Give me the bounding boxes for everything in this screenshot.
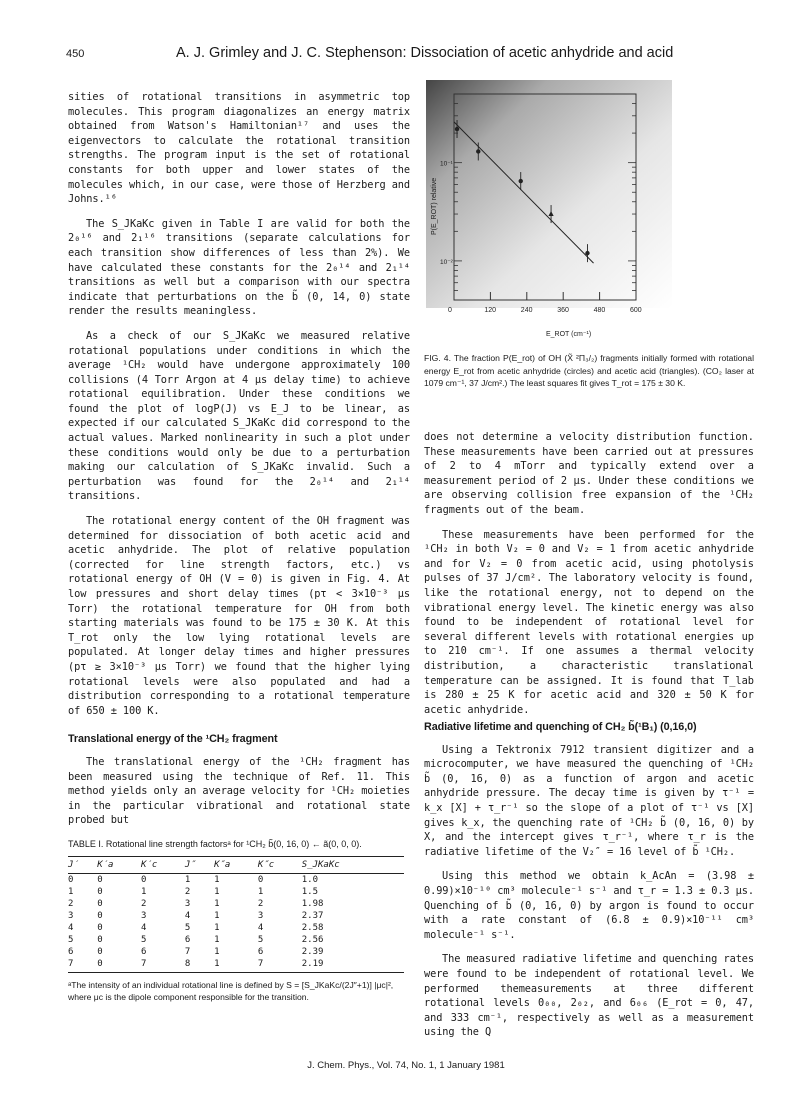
data-point-circle: [476, 149, 480, 153]
table-cell: 2.56: [301, 935, 324, 945]
table-cell: 3: [257, 911, 264, 921]
table-cell: 1: [214, 899, 220, 909]
table-row: [68, 898, 404, 910]
table-cell: 6: [257, 947, 264, 957]
table-cell: 8: [185, 958, 214, 973]
table-cell: 7: [184, 947, 191, 957]
table-header-cell: J′: [68, 857, 97, 874]
left-paragraph-1: sities of rotational transitions in asymmetric top molecules. This program diagonalizes an energy matrix obtained from Watson's Hamiltonian¹⁷ and uses the eigenvectors to calculate the rotational transition strengths. The program input is the set of rotational constants for both upper and lower states of the molecules which, in our case, were those of Herzberg and Johns.¹⁶: [68, 91, 410, 206]
table-cell: 0: [97, 911, 103, 921]
table-cell: 5: [141, 935, 147, 945]
table-cell: 0: [97, 947, 103, 957]
table-cell: 1: [141, 887, 147, 897]
table-header-cell: J″: [185, 857, 214, 874]
table-cell: 5: [184, 923, 191, 933]
table-cell: 2.19: [302, 958, 404, 973]
left-paragraph-2: The S_JKaKc given in Table I are valid for both the 2₀¹⁶ and 2₁¹⁶ transitions (separate calculations for each transition show differences of less than 2%). We have calculated these constants for the 2₀¹⁴ and 2₁¹⁴ transitions as well but a comparison with our spectra indicate that perturbations on the b̃ (0, 14, 0) state render the results meaningless.: [68, 217, 410, 318]
table-cell: 6: [184, 935, 191, 945]
table-cell: 7: [68, 958, 97, 973]
table-cell: 2: [257, 899, 264, 909]
table-cell: 1.0: [301, 875, 319, 885]
table-cell: 7: [258, 958, 302, 973]
page-footer: J. Chem. Phys., Vol. 74, No. 1, 1 January 1981: [307, 1060, 505, 1071]
table-cell: 4: [141, 923, 147, 933]
table-cell: 1: [257, 887, 264, 897]
table-cell: 1.98: [301, 899, 324, 909]
right-column-top: [424, 430, 754, 727]
y-tick-label: 10⁻²: [440, 258, 453, 266]
section-heading-translational: Translational energy of the ¹CH₂ fragment: [68, 733, 278, 746]
plot-background: [426, 80, 672, 308]
table-cell: 0: [97, 923, 103, 933]
table-cell: 0: [97, 935, 103, 945]
x-tick-label: 0: [448, 307, 452, 314]
right-paragraph-2: Using this method we obtain k_AcAn = (3.98 ± 0.99)×10⁻¹⁰ cm³ molecule⁻¹ s⁻¹ and τ_r = 1.3 ± 0.3 μs. Quenching of b̃ (0, 16, 0) by argon is found to occur with a rate constant of (6.8 ± 0.9)×10⁻¹¹ cm³ molecule⁻¹ s⁻¹.: [424, 870, 754, 941]
table-header-cell: K′c: [141, 857, 185, 874]
table-cell: 1: [68, 887, 74, 897]
left-paragraph-3: As a check of our S_JKaKc we measured relative rotational populations under conditions in which the average ¹CH₂ would have undergone approximately 100 collisions (4 Torr Argon at 4 μs delay time) to achieve rotational equilibration. Under these conditions we found the plot of logP(J) vs E_J to be linear, as expected if our calculated S_JKaKc did correspond to the actual values. Marked nonlinearity in such a plot under these conditions would only be due to a perturbation making our calculation of S_JKaKc invalid. Such a perturbation was found for the 2₀¹⁴ and 2₁¹⁴ transitions.: [68, 329, 410, 503]
table-cell: 1: [214, 958, 258, 973]
table-row: [68, 934, 404, 946]
table-cell: 5: [257, 935, 264, 945]
table-cell: 2.39: [301, 947, 324, 957]
figure-4-caption: FIG. 4. The fraction P(E_rot) of OH (X̃ ²Π₃/₂) fragments initially formed with rotational energy E_rot from acetic anhydride (circles) and acetic acid (triangles). (CO₂ laser at 1079 cm⁻¹, 37 J/cm².) The least squares fit gives T_rot = 175 ± 30 K.: [424, 353, 754, 388]
table-cell: 4: [184, 911, 191, 921]
table-header-cell: K″a: [214, 857, 258, 874]
data-point-circle: [585, 251, 589, 255]
table-cell: 1: [214, 947, 220, 957]
table-row: [68, 946, 404, 958]
table-cell: 5: [68, 935, 74, 945]
table-cell: 3: [141, 911, 147, 921]
x-tick-label: 600: [630, 307, 642, 314]
data-point-circle: [519, 179, 523, 183]
table-cell: 2: [184, 887, 191, 897]
table-cell: 0: [141, 875, 147, 885]
table-cell: 1: [214, 887, 220, 897]
table-cell: 2.58: [301, 923, 324, 933]
x-tick-label: 120: [484, 307, 497, 314]
table-caption: TABLE I. Rotational line strength factorsᵃ for ¹CH₂ b̃(0, 16, 0) ← ã(0, 0, 0).: [68, 839, 362, 849]
table-row: [68, 910, 404, 922]
x-tick-label: 480: [593, 307, 606, 314]
table-cell: 1: [214, 911, 220, 921]
table-cell: 1: [184, 875, 191, 885]
table-cell: 1: [214, 935, 220, 945]
page-header: [66, 45, 746, 68]
y-axis-label: P(E_ROT) relative: [431, 177, 438, 235]
x-tick-label: 240: [520, 307, 533, 314]
table-row: [68, 958, 404, 973]
table-cell: 0: [257, 875, 264, 885]
table-header-row: [68, 857, 404, 874]
table-header-cell: K′a: [97, 857, 141, 874]
figure-4-plot: [426, 80, 672, 342]
table-header-cell: K″c: [258, 857, 302, 874]
line-strength-table: [68, 856, 404, 973]
right-top-paragraph-1: does not determine a velocity distribution function. These measurements have been carried out at pressures of 2 to 4 mTorr and typically extend over a measurement period of 2 μs. Under these conditions we are observing collision free expansion of the ¹CH₂ fragments out of the beam.: [424, 431, 754, 516]
page-number: 450: [66, 48, 85, 60]
data-point-circle: [455, 127, 459, 131]
table-cell: 1: [214, 875, 220, 885]
table-cell: 0: [68, 875, 74, 885]
table-cell: 2: [68, 899, 74, 909]
table-cell: 0: [97, 887, 103, 897]
table-row: [68, 922, 404, 934]
table-cell: 1: [214, 923, 220, 933]
right-paragraph-3: The measured radiative lifetime and quenching rates were found to be independent of rotational level. We performed themeasurements at three different rotational levels 0₀₀, 2₀₂, and 6₀₆ (E_rot = 0, 47, and 333 cm⁻¹, respectively as well as a measurement using the Q: [424, 953, 754, 1039]
table-row: [68, 874, 404, 887]
table-footnote: ᵃThe intensity of an individual rotational line is defined by S = [S_JKaKc/(2J″+1)] |μc|², where μc is the dipole component responsible for the transition.: [68, 980, 394, 1002]
right-column: [424, 706, 754, 1050]
table-body: [68, 874, 404, 973]
right-paragraph-1: Using a Tektronix 7912 transient digitizer and a microcomputer, we have measured the quenching of ¹CH₂ b̃ (0, 16, 0) as a function of argon and acetic anhydride pressure. The decay time is given by τ⁻¹ = k_x [X] + τ_r⁻¹ so the slope of a plot of τ⁻¹ vs [X] gives k_x, the quenching rate of ¹CH₂ b̃ (0, 16, 0) by X, and the intercept gives τ_r⁻¹, where τ_r is the radiative lifetime of the V₂″ = 16 level of b̃ ¹CH₂.: [424, 743, 754, 858]
table-cell: 3: [184, 899, 191, 909]
table-cell: 0: [97, 899, 103, 909]
x-axis-label: E_ROT (cm⁻¹): [546, 331, 592, 338]
table-cell: 1.5: [301, 887, 319, 897]
x-tick-label: 360: [557, 307, 569, 314]
table-cell: 6: [68, 947, 74, 957]
table-cell: 4: [257, 923, 264, 933]
table-1: [68, 838, 408, 1003]
table-row: [68, 886, 404, 898]
table-cell: 2.37: [301, 911, 324, 921]
table-cell: 6: [141, 947, 147, 957]
table-cell: 3: [68, 911, 74, 921]
y-tick-label: 10⁻¹: [440, 160, 453, 168]
left-paragraph-4: The rotational energy content of the OH fragment was determined for dissociation of both acetic acid and acetic anhydride. The plot of relative population (corrected for line strength factors, etc.) vs rotational energy of OH (V = 0) is given in Fig. 4. At low pressures and short delay times (pτ < 3×10⁻³ μs Torr) the rotational temperature for OH from both starting materials was found to be 175 ± 30 K. At this T_rot only the low lying rotational levels are populated. At longer delay times and higher pressures (pτ ≥ 3×10⁻³ μs Torr) we found that the higher lying rotational levels were also populated and had a distribution corresponding to a rotational temperature of 650 ± 100 K.: [68, 515, 410, 717]
table-cell: 2: [141, 899, 147, 909]
table-cell: 0: [97, 958, 141, 973]
table-cell: 7: [141, 958, 185, 973]
table-cell: 0: [97, 875, 103, 885]
table-header-cell: S_JKaKc: [302, 857, 404, 874]
right-top-paragraph-2: These measurements have been performed for the ¹CH₂ in both V₂ = 0 and V₂ = 1 from acetic anhydride and for V₂ = 0 from acetic acid, using photolysis pulses of 37 J/cm². The laboratory velocity is found, like the rotational energy, not to depend on the vibrational energy level. The kinetic energy was also found to be independent of rotational level for several different levels with rotational energies up to 210 cm⁻¹. If one assumes a thermal velocity distribution, a characteristic translational temperature can be assigned. It is found that T_lab is 280 ± 25 K for acetic acid and 320 ± 50 K for acetic anhydride.: [424, 528, 754, 716]
running-title: A. J. Grimley and J. C. Stephenson: Dissociation of acetic anhydride and acid: [176, 45, 674, 61]
left-column: [68, 90, 410, 838]
left-paragraph-5: The translational energy of the ¹CH₂ fragment has been measured using the technique of Ref. 11. This method yields only an average velocity for ¹CH₂ moieties in the particular vibrational and rotational state probed but: [68, 755, 410, 827]
section-heading-radiative: Radiative lifetime and quenching of CH₂ b̃(¹B₁) (0,16,0): [424, 721, 697, 733]
table-cell: 4: [68, 923, 74, 933]
